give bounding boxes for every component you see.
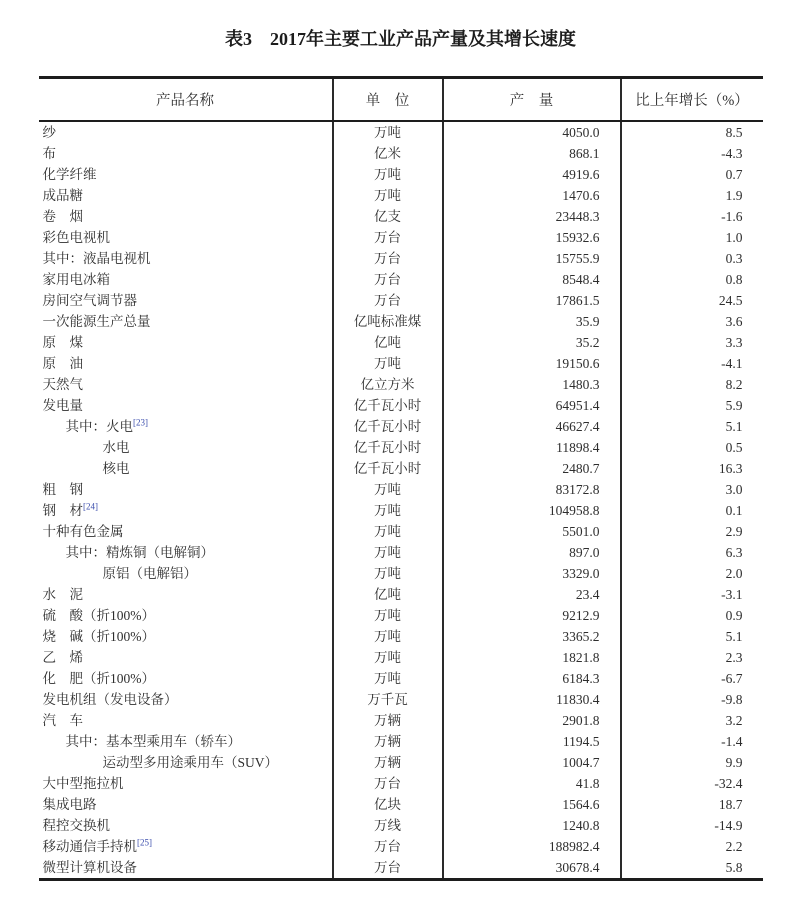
unit-cell: 亿吨 [333, 332, 443, 353]
output-value-cell: 1564.6 [443, 794, 621, 815]
unit-cell: 万吨 [333, 353, 443, 374]
output-value-cell: 15932.6 [443, 227, 621, 248]
header-output: 产 量 [443, 78, 621, 121]
product-name-cell: 微型计算机设备 [39, 857, 333, 880]
output-value-cell: 23.4 [443, 584, 621, 605]
output-value-cell: 11830.4 [443, 689, 621, 710]
product-name-cell: 其中：火电[23] [39, 416, 333, 437]
growth-value-cell: -1.6 [721, 208, 743, 224]
output-value-cell: 64951.4 [443, 395, 621, 416]
unit-cell: 亿支 [333, 206, 443, 227]
growth-value-cell: 1.0 [725, 229, 743, 245]
output-value-cell: 9212.9 [443, 605, 621, 626]
unit-cell: 万吨 [333, 500, 443, 521]
growth-value-cell: -6.7 [721, 670, 743, 686]
table-row [39, 458, 763, 479]
table-row [39, 206, 763, 227]
output-value-cell: 4919.6 [443, 164, 621, 185]
growth-value-cell: 3.2 [725, 712, 743, 728]
product-name-cell: 钢 材[24] [39, 500, 333, 521]
unit-cell: 亿吨 [333, 584, 443, 605]
unit-cell: 万辆 [333, 752, 443, 773]
growth-value-cell: -4.3 [721, 145, 743, 161]
growth-value-cell: -32.4 [714, 775, 743, 791]
product-name-cell: 化 肥（折100%） [39, 668, 333, 689]
table-row [39, 248, 763, 269]
unit-cell: 万台 [333, 773, 443, 794]
table-row [39, 836, 763, 857]
growth-value-cell: 0.3 [725, 250, 743, 266]
unit-cell: 万台 [333, 269, 443, 290]
growth-value-cell: 0.5 [725, 439, 743, 455]
unit-cell: 亿立方米 [333, 374, 443, 395]
growth-value-cell: -3.1 [721, 586, 743, 602]
growth-value-cell: 18.7 [718, 796, 743, 812]
growth-value-cell: 6.3 [725, 544, 743, 560]
product-name-cell: 彩色电视机 [39, 227, 333, 248]
growth-value-cell: -1.4 [721, 733, 743, 749]
table-row [39, 794, 763, 815]
unit-cell: 万台 [333, 857, 443, 880]
unit-cell: 万千瓦 [333, 689, 443, 710]
unit-cell: 万台 [333, 248, 443, 269]
growth-value-cell: 5.8 [725, 859, 743, 875]
table-row [39, 773, 763, 794]
footnote-ref-link[interactable]: [25] [137, 837, 152, 847]
unit-cell: 万台 [333, 227, 443, 248]
output-value-cell: 1480.3 [443, 374, 621, 395]
table-row [39, 668, 763, 689]
growth-value-cell: 5.1 [725, 418, 743, 434]
product-name-cell: 纱 [39, 121, 333, 143]
growth-value-cell: -9.8 [721, 691, 743, 707]
product-name-cell: 发电机组（发电设备） [39, 689, 333, 710]
unit-cell: 亿千瓦小时 [333, 395, 443, 416]
unit-cell: 万吨 [333, 479, 443, 500]
growth-value-cell: 2.3 [725, 649, 743, 665]
table-row [39, 689, 763, 710]
growth-value-cell: 2.0 [725, 565, 743, 581]
table-row [39, 143, 763, 164]
unit-cell: 万台 [333, 836, 443, 857]
output-value-cell: 46627.4 [443, 416, 621, 437]
table-row [39, 269, 763, 290]
table-row [39, 563, 763, 584]
output-value-cell: 15755.9 [443, 248, 621, 269]
output-value-cell: 4050.0 [443, 121, 621, 143]
industrial-products-table [39, 76, 763, 881]
product-name-cell: 水 泥 [39, 584, 333, 605]
growth-value-cell: 0.7 [725, 166, 743, 182]
unit-cell: 万吨 [333, 563, 443, 584]
product-name-cell: 乙 烯 [39, 647, 333, 668]
output-value-cell: 1194.5 [443, 731, 621, 752]
growth-value-cell: 8.2 [725, 376, 743, 392]
growth-value-cell: 0.9 [725, 607, 743, 623]
growth-value-cell: -14.9 [714, 817, 743, 833]
product-name-cell: 程控交换机 [39, 815, 333, 836]
growth-value-cell: 24.5 [718, 292, 743, 308]
growth-value-cell: 16.3 [718, 460, 743, 476]
product-name-cell: 天然气 [39, 374, 333, 395]
unit-cell: 万吨 [333, 668, 443, 689]
growth-value-cell: 3.0 [725, 481, 743, 497]
product-name-cell: 其中：精炼铜（电解铜） [39, 542, 333, 563]
table-row [39, 521, 763, 542]
table-row [39, 710, 763, 731]
output-value-cell: 1004.7 [443, 752, 621, 773]
growth-value-cell: 9.9 [725, 754, 743, 770]
output-value-cell: 35.9 [443, 311, 621, 332]
growth-value-cell: 2.2 [725, 838, 743, 854]
unit-cell: 万辆 [333, 731, 443, 752]
product-name-cell: 原铝（电解铝） [39, 563, 333, 584]
product-name-cell: 水电 [39, 437, 333, 458]
table-row [39, 647, 763, 668]
table-row [39, 227, 763, 248]
product-name-cell: 发电量 [39, 395, 333, 416]
output-value-cell: 897.0 [443, 542, 621, 563]
growth-value-cell: 0.1 [725, 502, 743, 518]
unit-cell: 万吨 [333, 605, 443, 626]
table-row [39, 584, 763, 605]
unit-cell: 万线 [333, 815, 443, 836]
output-value-cell: 3329.0 [443, 563, 621, 584]
unit-cell: 亿千瓦小时 [333, 416, 443, 437]
output-value-cell: 5501.0 [443, 521, 621, 542]
footnote-ref-link[interactable]: [24] [83, 501, 98, 511]
output-value-cell: 868.1 [443, 143, 621, 164]
product-name-cell: 原 煤 [39, 332, 333, 353]
unit-cell: 亿千瓦小时 [333, 458, 443, 479]
growth-value-cell: -4.1 [721, 355, 743, 371]
unit-cell: 亿米 [333, 143, 443, 164]
unit-cell: 亿千瓦小时 [333, 437, 443, 458]
unit-cell: 万吨 [333, 626, 443, 647]
product-name-cell: 大中型拖拉机 [39, 773, 333, 794]
unit-cell: 万吨 [333, 542, 443, 563]
output-value-cell: 11898.4 [443, 437, 621, 458]
unit-cell: 万吨 [333, 647, 443, 668]
product-name-cell: 汽 车 [39, 710, 333, 731]
unit-cell: 万台 [333, 290, 443, 311]
growth-value-cell: 1.9 [725, 187, 743, 203]
output-value-cell: 8548.4 [443, 269, 621, 290]
unit-cell: 万吨 [333, 164, 443, 185]
output-value-cell: 6184.3 [443, 668, 621, 689]
output-value-cell: 1821.8 [443, 647, 621, 668]
product-name-cell: 成品糖 [39, 185, 333, 206]
product-name-cell: 一次能源生产总量 [39, 311, 333, 332]
product-name-cell: 硫 酸（折100%） [39, 605, 333, 626]
table-row [39, 164, 763, 185]
growth-value-cell: 5.9 [725, 397, 743, 413]
table-body [39, 121, 763, 880]
product-name-cell: 十种有色金属 [39, 521, 333, 542]
footnote-ref-link[interactable]: [23] [133, 417, 148, 427]
output-value-cell: 3365.2 [443, 626, 621, 647]
table-row [39, 857, 763, 880]
output-value-cell: 41.8 [443, 773, 621, 794]
table-row [39, 290, 763, 311]
output-value-cell: 30678.4 [443, 857, 621, 880]
product-name-cell: 其中：基本型乘用车（轿车） [39, 731, 333, 752]
table-row [39, 416, 763, 437]
table-row [39, 605, 763, 626]
output-value-cell: 17861.5 [443, 290, 621, 311]
growth-value-cell: 2.9 [725, 523, 743, 539]
table-row [39, 626, 763, 647]
product-name-cell: 集成电路 [39, 794, 333, 815]
table-row [39, 185, 763, 206]
table-row [39, 353, 763, 374]
header-product-name: 产品名称 [39, 78, 333, 121]
product-name-cell: 粗 钢 [39, 479, 333, 500]
header-unit: 单 位 [333, 78, 443, 121]
table-row [39, 395, 763, 416]
product-name-cell: 运动型多用途乘用车（SUV） [39, 752, 333, 773]
unit-cell: 万吨 [333, 121, 443, 143]
growth-value-cell: 8.5 [725, 124, 743, 140]
product-name-cell: 移动通信手持机[25] [39, 836, 333, 857]
product-name-cell: 核电 [39, 458, 333, 479]
output-value-cell: 2480.7 [443, 458, 621, 479]
output-value-cell: 188982.4 [443, 836, 621, 857]
unit-cell: 万吨 [333, 521, 443, 542]
output-value-cell: 1470.6 [443, 185, 621, 206]
output-value-cell: 2901.8 [443, 710, 621, 731]
product-name-cell: 卷 烟 [39, 206, 333, 227]
product-name-cell: 布 [39, 143, 333, 164]
product-name-cell: 烧 碱（折100%） [39, 626, 333, 647]
growth-value-cell: 0.8 [725, 271, 743, 287]
unit-cell: 万辆 [333, 710, 443, 731]
unit-cell: 万吨 [333, 185, 443, 206]
table-title: 表3 2017年主要工业产品产量及其增长速度 [225, 29, 576, 49]
product-name-cell: 其中：液晶电视机 [39, 248, 333, 269]
product-name-cell: 家用电冰箱 [39, 269, 333, 290]
unit-cell: 亿吨标准煤 [333, 311, 443, 332]
output-value-cell: 35.2 [443, 332, 621, 353]
table-row [39, 479, 763, 500]
output-value-cell: 23448.3 [443, 206, 621, 227]
output-value-cell: 1240.8 [443, 815, 621, 836]
table-row [39, 311, 763, 332]
growth-value-cell: 5.1 [725, 628, 743, 644]
table-row [39, 815, 763, 836]
product-name-cell: 房间空气调节器 [39, 290, 333, 311]
table-row [39, 500, 763, 521]
product-name-cell: 化学纤维 [39, 164, 333, 185]
table-row [39, 332, 763, 353]
table-row [39, 121, 763, 143]
header-row [39, 78, 763, 121]
product-name-cell: 原 油 [39, 353, 333, 374]
header-growth: 比上年增长（%） [621, 78, 763, 121]
output-value-cell: 83172.8 [443, 479, 621, 500]
growth-value-cell: 3.6 [725, 313, 743, 329]
table-row [39, 542, 763, 563]
output-value-cell: 104958.8 [443, 500, 621, 521]
table-container [39, 76, 763, 881]
table-row [39, 437, 763, 458]
output-value-cell: 19150.6 [443, 353, 621, 374]
growth-value-cell: 3.3 [725, 334, 743, 350]
table-row [39, 752, 763, 773]
table-row [39, 374, 763, 395]
table-row [39, 731, 763, 752]
unit-cell: 亿块 [333, 794, 443, 815]
